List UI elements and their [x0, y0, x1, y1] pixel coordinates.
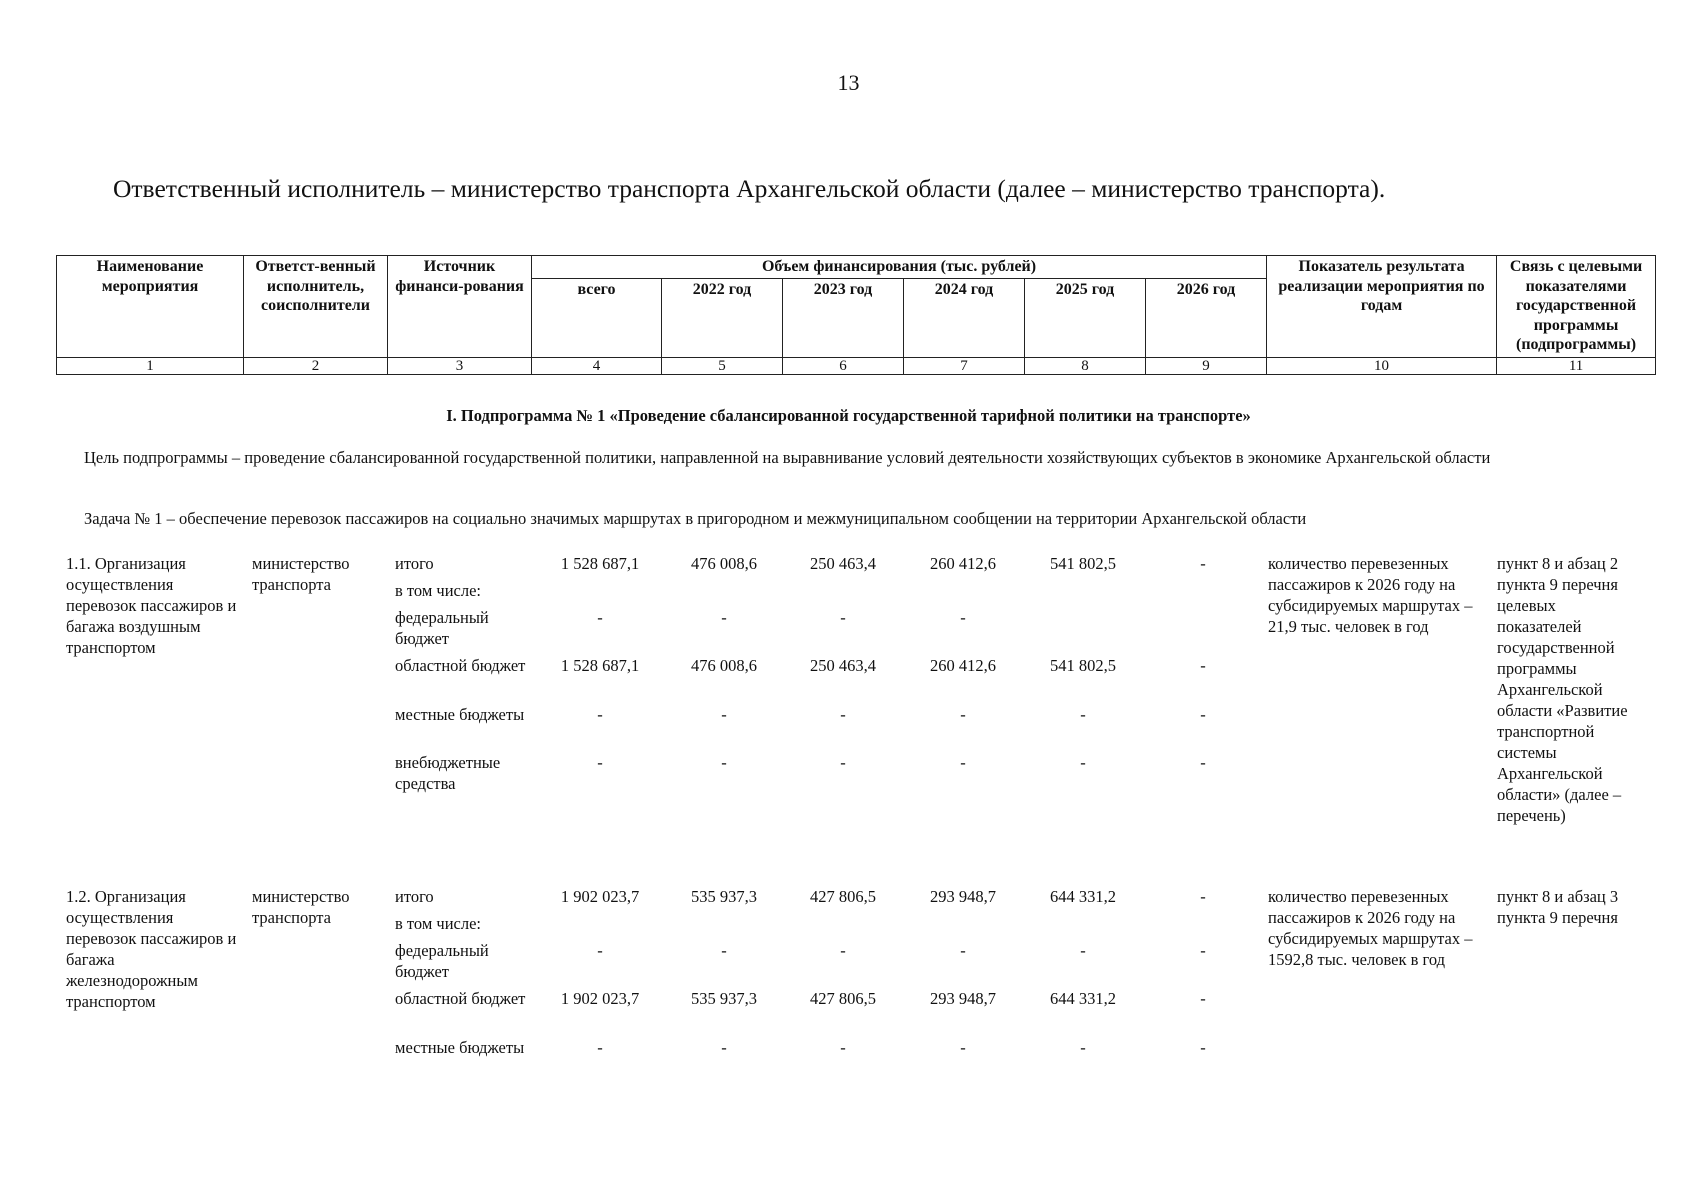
header-indicator: Показатель результата реализации мероприятия по годам — [1267, 256, 1497, 358]
value-2026: - — [1200, 656, 1206, 675]
value-2024: 293 948,7 — [930, 989, 996, 1008]
header-year: 2023 год — [783, 278, 904, 357]
column-number: 7 — [904, 357, 1025, 374]
value-total: 1 902 023,7 — [560, 887, 640, 906]
measure-link: пункт 8 и абзац 3 пункта 9 перечня — [1497, 887, 1619, 927]
value-2024: 293 948,7 — [930, 887, 996, 906]
measure-executor: министерство транспорта — [252, 554, 350, 594]
source-label: областной бюджет — [395, 989, 526, 1008]
value-2022: 535 937,3 — [691, 887, 757, 906]
value-2022: 476 008,6 — [691, 656, 757, 675]
value-2024: - — [960, 941, 966, 960]
source-label: в том числе: — [395, 581, 482, 600]
value-2023: 427 806,5 — [810, 887, 876, 906]
column-number: 2 — [244, 357, 388, 374]
header-executor: Ответст-венный исполнитель, соисполнители — [244, 256, 388, 358]
measure-indicator: количество перевезенных пассажиров к 2026 году на субсидируемых маршрутах – 21,9 тыс. человек в год — [1268, 554, 1473, 636]
value-2023: - — [840, 753, 846, 772]
value-2025: - — [1080, 705, 1086, 724]
value-2026: - — [1200, 753, 1206, 772]
source-label: местные бюджеты — [395, 705, 525, 724]
value-2024: 260 412,6 — [930, 554, 996, 573]
header-total: всего — [532, 278, 662, 357]
subprogram-title: I. Подпрограмма № 1 «Проведение сбалансированной государственной тарифной политики на транспорте» — [446, 406, 1251, 425]
column-number: 3 — [388, 357, 532, 374]
value-2022: 476 008,6 — [691, 554, 757, 573]
source-label: итого — [395, 887, 434, 906]
source-label: федеральный бюджет — [395, 941, 489, 981]
value-2023: 250 463,4 — [810, 656, 876, 675]
measure-name: 1.1. Организация осуществления перевозок пассажиров и багажа воздушным транспортом — [66, 554, 237, 657]
value-2025: 644 331,2 — [1050, 887, 1116, 906]
header-year: 2026 год — [1146, 278, 1267, 357]
task-title: Задача № 1 – обеспечение перевозок пассажиров на социально значимых маршрутах в пригородном и межмуниципальном сообщении на территории Архангельской области — [84, 509, 1307, 528]
value-2022: - — [721, 608, 727, 627]
column-number: 9 — [1146, 357, 1267, 374]
column-number: 8 — [1025, 357, 1146, 374]
value-2026: - — [1200, 554, 1206, 573]
header-year: 2024 год — [904, 278, 1025, 357]
value-2025: - — [1080, 1038, 1086, 1057]
value-2023: - — [840, 608, 846, 627]
responsible-executor-text: Ответственный исполнитель – министерство транспорта Архангельской области (далее – министерство транспорта). — [113, 174, 1386, 203]
value-2022: 535 937,3 — [691, 989, 757, 1008]
value-2026: - — [1200, 887, 1206, 906]
value-2025: - — [1080, 941, 1086, 960]
column-number: 10 — [1267, 357, 1497, 374]
value-2022: - — [721, 1038, 727, 1057]
value-total: 1 528 687,1 — [560, 656, 640, 675]
value-total: 1 902 023,7 — [560, 989, 640, 1008]
header-year: 2022 год — [662, 278, 783, 357]
value-2024: - — [960, 608, 966, 627]
page-number: 13 — [837, 70, 860, 95]
value-total: - — [597, 705, 603, 724]
header-source: Источник финанси-рования — [388, 256, 532, 358]
subprogram-goal: Цель подпрограммы – проведение сбалансированной государственной политики, направленной на выравнивание условий деятельности хозяйствующих субъектов в экономике Архангельской области — [84, 448, 1491, 467]
value-total: - — [597, 608, 603, 627]
column-number: 4 — [532, 357, 662, 374]
header-year: 2025 год — [1025, 278, 1146, 357]
header-name: Наименование мероприятия — [57, 256, 244, 358]
value-2023: 250 463,4 — [810, 554, 876, 573]
measure-link: пункт 8 и абзац 2 пункта 9 перечня целевых показателей государственной программы Архангельской области «Развитие транспортной системы Архангельской области» (далее – перечень) — [1497, 554, 1628, 825]
value-2026: - — [1200, 941, 1206, 960]
source-label: внебюджетные средства — [395, 753, 501, 793]
value-2023: - — [840, 705, 846, 724]
source-label: в том числе: — [395, 914, 482, 933]
column-number: 1 — [57, 357, 244, 374]
value-2023: 427 806,5 — [810, 989, 876, 1008]
value-2025: 541 802,5 — [1050, 554, 1116, 573]
value-2025: 644 331,2 — [1050, 989, 1116, 1008]
value-total: 1 528 687,1 — [560, 554, 640, 573]
value-2022: - — [721, 705, 727, 724]
value-2022: - — [721, 941, 727, 960]
value-2026: - — [1200, 1038, 1206, 1057]
header-link: Связь с целевыми показателями государственной программы (подпрограммы) — [1497, 256, 1656, 358]
value-2024: - — [960, 1038, 966, 1057]
source-label: итого — [395, 554, 434, 573]
source-label: федеральный бюджет — [395, 608, 489, 648]
value-2022: - — [721, 753, 727, 772]
measure-indicator: количество перевезенных пассажиров к 2026 году на субсидируемых маршрутах – 1592,8 тыс. человек в год — [1268, 887, 1473, 969]
value-total: - — [597, 753, 603, 772]
value-2023: - — [840, 1038, 846, 1057]
value-2026: - — [1200, 989, 1206, 1008]
measure-executor: министерство транспорта — [252, 887, 350, 927]
value-total: - — [597, 941, 603, 960]
column-number: 6 — [783, 357, 904, 374]
value-2023: - — [840, 941, 846, 960]
value-2025: 541 802,5 — [1050, 656, 1116, 675]
value-2024: - — [960, 753, 966, 772]
source-label: местные бюджеты — [395, 1038, 525, 1057]
table-header — [56, 255, 1656, 375]
header-funding: Объем финансирования (тыс. рублей) — [532, 256, 1267, 279]
value-2025: - — [1080, 753, 1086, 772]
measure-name: 1.2. Организация осуществления перевозок пассажиров и багажа железнодорожным транспортом — [66, 887, 237, 1011]
value-2026: - — [1200, 705, 1206, 724]
column-number: 11 — [1497, 357, 1656, 374]
value-total: - — [597, 1038, 603, 1057]
column-number: 5 — [662, 357, 783, 374]
value-2024: 260 412,6 — [930, 656, 996, 675]
source-label: областной бюджет — [395, 656, 526, 675]
value-2024: - — [960, 705, 966, 724]
